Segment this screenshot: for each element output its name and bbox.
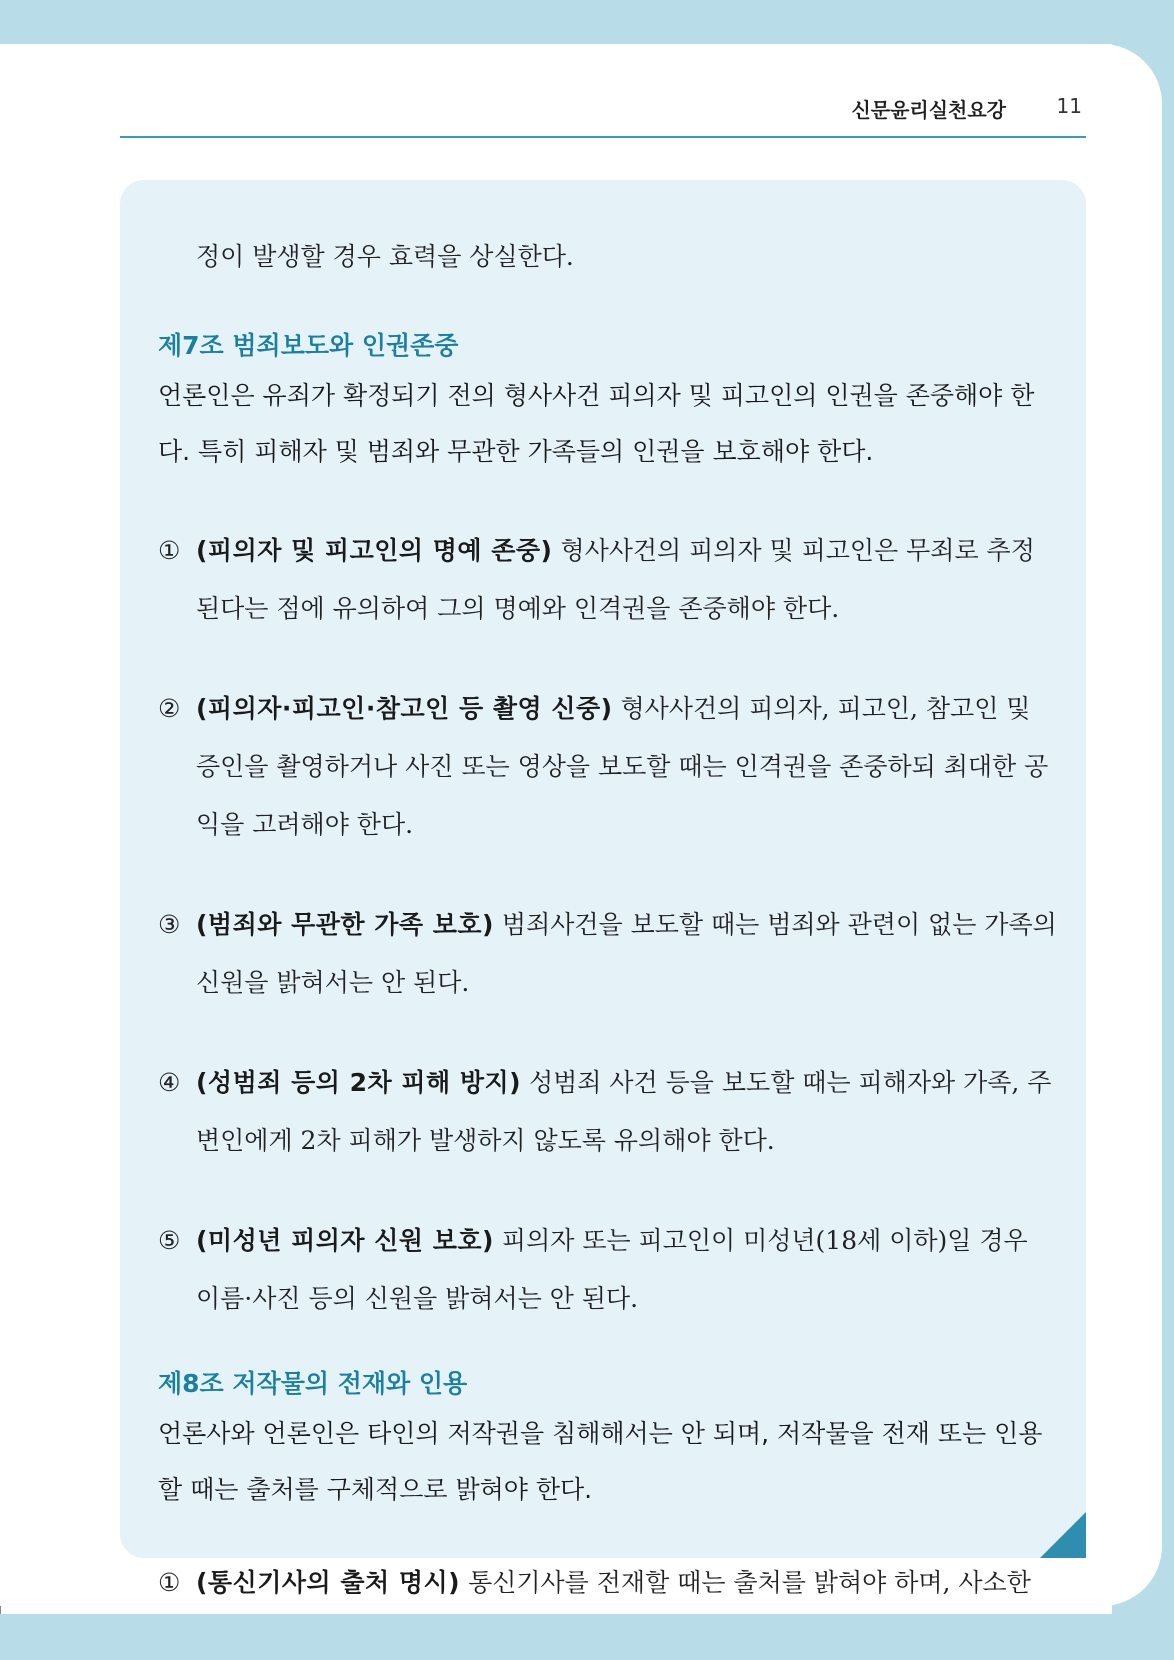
item-text: 통신기사를 전재할 때는 출처를 밝혀야 하며, 사소한 <box>460 1568 1031 1597</box>
article-7-item-1 <box>158 522 1058 638</box>
top-band <box>0 0 1174 44</box>
item-number: ② <box>158 694 181 723</box>
page-number: 11 <box>1056 94 1082 118</box>
item-number: ④ <box>158 1068 181 1097</box>
page-corner-tab <box>1040 1512 1086 1558</box>
item-text: 범죄사건을 보도할 때는 범죄와 관련이 없는 가족의 신원을 밝혀서는 안 된다. <box>196 910 1057 997</box>
bottom-band <box>0 1614 1174 1660</box>
article-7-lead: 언론인은 유죄가 확정되기 전의 형사사건 피의자 및 피고인의 인권을 존중해야 한다. 특히 피해자 및 범죄와 무관한 가족들의 인권을 보호해야 한다. <box>158 381 1035 466</box>
item-number: ① <box>158 536 181 565</box>
article-8-lead: 언론사와 언론인은 타인의 저작권을 침해해서는 안 되며, 저작물을 전재 또는 인용할 때는 출처를 구체적으로 밝혀야 한다. <box>158 1419 1043 1504</box>
article-7-item-4 <box>158 1054 1058 1170</box>
article-7-item-5 <box>158 1212 1058 1328</box>
item-text: 성범죄 사건 등을 보도할 때는 피해자와 가족, 주변인에게 2차 피해가 발생하지 않도록 유의해야 한다. <box>196 1068 1052 1155</box>
item-heading: (성범죄 등의 2차 피해 방지) <box>196 1068 522 1097</box>
item-body <box>196 896 1058 1012</box>
item-number: ⑤ <box>158 1226 181 1255</box>
item-text: 형사사건의 피의자 및 피고인은 무죄로 추정된다는 점에 유의하여 그의 명예와 인격권을 존중해야 한다. <box>196 536 1035 623</box>
item-heading: (피의자·피고인·참고인 등 촬영 신중) <box>196 694 613 723</box>
article-7-item-2 <box>158 680 1058 854</box>
item-text: 피의자 또는 피고인이 미성년(18세 이하)일 경우 이름·사진 등의 신원을 밝혀서는 안 된다. <box>196 1226 1028 1313</box>
content-body <box>158 230 1058 1612</box>
item-body <box>196 1054 1058 1170</box>
running-header <box>120 92 1086 138</box>
item-body <box>196 680 1058 854</box>
item-text: 형사사건의 피의자, 피고인, 참고인 및 증인을 촬영하거나 사진 또는 영상을 보도할 때는 인격권을 존중하되 최대한 공익을 고려해야 한다. <box>196 694 1049 839</box>
item-heading: (피의자 및 피고인의 명예 존중) <box>196 536 553 565</box>
item-body <box>196 1554 1058 1612</box>
article-8-item-1 <box>158 1554 1058 1612</box>
header-title: 신문윤리실천요강 <box>851 98 1006 122</box>
item-heading: (범죄와 무관한 가족 보호) <box>196 910 494 939</box>
item-number: ① <box>158 1568 181 1597</box>
article-7-item-3 <box>158 896 1058 1012</box>
item-body <box>196 1212 1058 1328</box>
article-8-title: 제8조 저작물의 전재와 인용 <box>158 1369 468 1398</box>
content-panel <box>120 180 1086 1597</box>
item-heading: (미성년 피의자 신원 보호) <box>196 1226 494 1255</box>
item-heading: (통신기사의 출처 명시) <box>196 1568 461 1597</box>
continuation-text: 정이 발생할 경우 효력을 상실한다. <box>196 242 574 271</box>
item-number: ③ <box>158 910 181 939</box>
item-body <box>196 522 1058 638</box>
article-7-title: 제7조 범죄보도와 인권존중 <box>158 331 459 360</box>
